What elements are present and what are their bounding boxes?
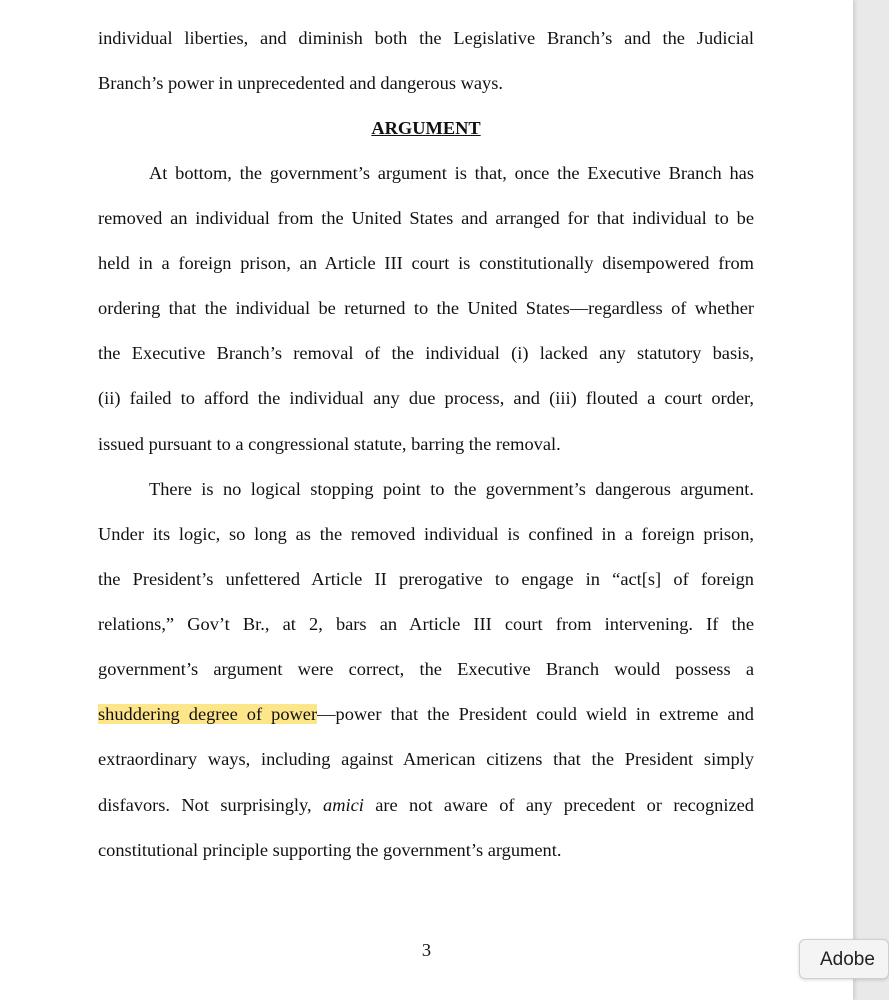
text-line: held in a foreign prison, an Article III court is constitutionally disempowered from bbox=[98, 253, 754, 273]
highlighted-text[interactable]: shuddering degree of power bbox=[98, 704, 318, 724]
text-line: Branch’s power in unprecedented and dangerous ways. bbox=[98, 73, 503, 93]
text-line: removed an individual from the United States and arranged for that individual to be bbox=[98, 208, 754, 228]
page-number: 3 bbox=[421, 940, 432, 960]
line-continuation: —power that the President could wield in extreme and bbox=[317, 704, 754, 724]
text-line: extraordinary ways, including against American citizens that the President simply bbox=[98, 749, 754, 769]
text-line: the Executive Branch’s removal of the individual (i) lacked any statutory basis, bbox=[98, 343, 754, 363]
text-segment: disfavors. Not surprisingly, bbox=[98, 795, 323, 815]
text-line: (ii) failed to afford the individual any due process, and (iii) flouted a court order, bbox=[98, 388, 754, 408]
text-line: government’s argument were correct, the Executive Branch would possess a bbox=[98, 659, 754, 679]
text-line-highlighted bbox=[98, 702, 754, 726]
text-line: relations,” Gov’t Br., at 2, bars an Article III court from intervening. If the bbox=[98, 614, 754, 634]
text-segment: are not aware of any precedent or recognized bbox=[363, 795, 755, 815]
text-line: the President’s unfettered Article II prerogative to engage in “act[s] of foreign bbox=[98, 569, 754, 589]
section-heading: ARGUMENT bbox=[371, 118, 481, 138]
text-line: individual liberties, and diminish both the Legislative Branch’s and the Judicial bbox=[98, 28, 754, 48]
text-line: issued pursuant to a congressional statute, barring the removal. bbox=[98, 434, 561, 454]
text-line: constitutional principle supporting the government’s argument. bbox=[98, 840, 562, 860]
text-line: ordering that the individual be returned to the United States—regardless of whether bbox=[98, 298, 754, 318]
text-line: Under its logic, so long as the removed individual is confined in a foreign prison, bbox=[98, 524, 754, 544]
text-line: There is no logical stopping point to the government’s dangerous argument. bbox=[149, 479, 754, 499]
text-line bbox=[98, 793, 754, 817]
italic-term: amici bbox=[323, 795, 364, 815]
text-line: At bottom, the government’s argument is that, once the Executive Branch has bbox=[149, 163, 754, 183]
adobe-button[interactable]: Adobe bbox=[799, 939, 889, 979]
